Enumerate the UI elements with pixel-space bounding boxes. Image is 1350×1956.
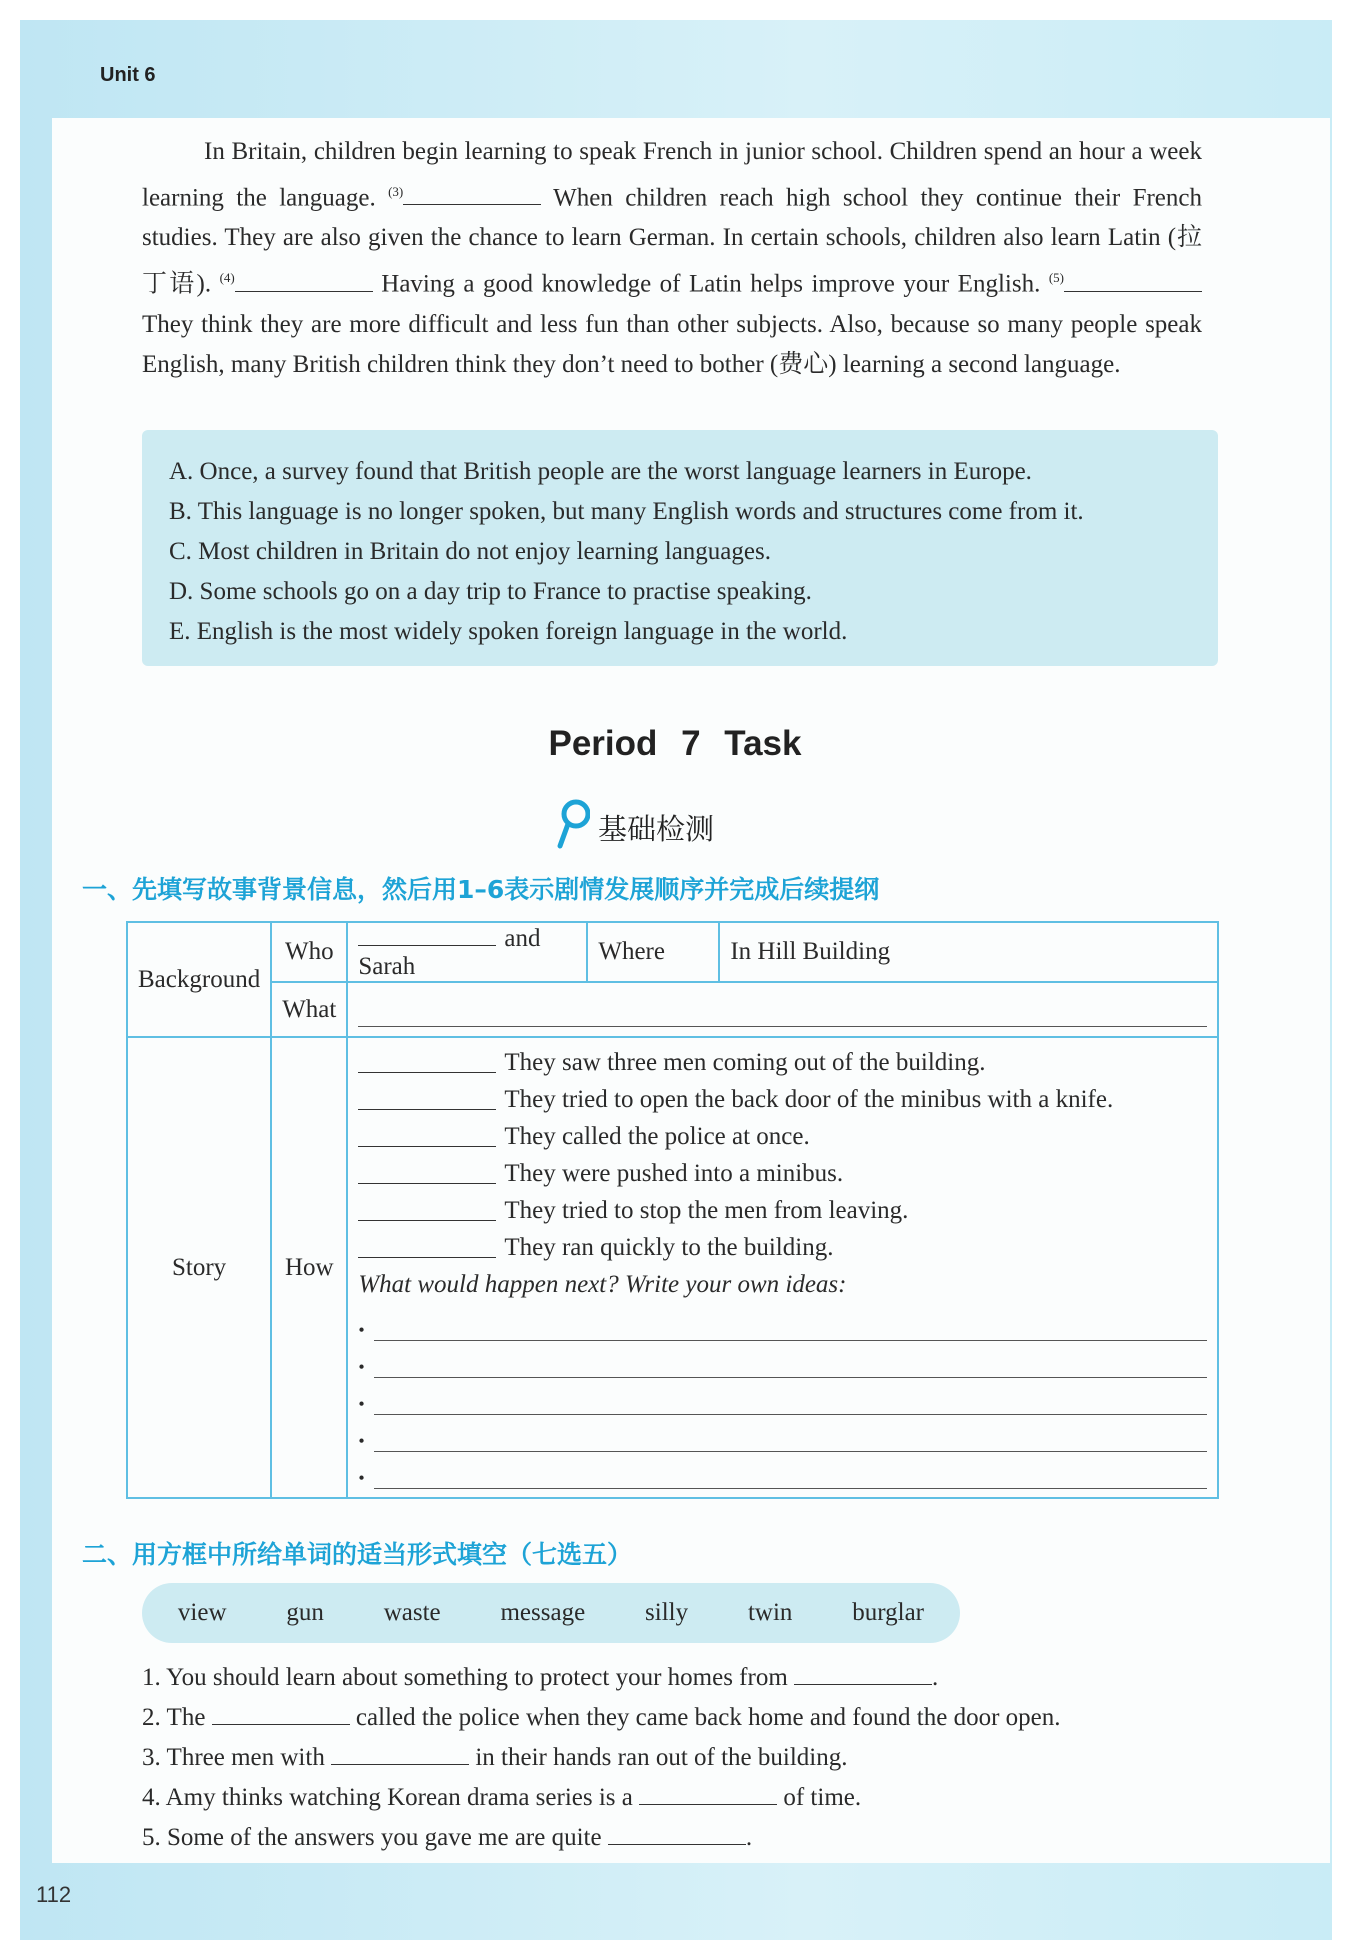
option-item: C. Most children in Britain do not enjoy learning languages.	[169, 538, 771, 565]
word-bank-item: gun	[286, 1599, 324, 1626]
what-label: What	[271, 982, 347, 1037]
idea-line[interactable]: •	[358, 1378, 1207, 1415]
answer-blank[interactable]	[403, 184, 541, 205]
event-text: They tried to stop the men from leaving.	[504, 1197, 909, 1224]
answer-blank[interactable]	[1064, 271, 1202, 292]
option-item: D. Some schools go on a day trip to France to practise speaking.	[169, 578, 812, 605]
where-value: In Hill Building	[719, 922, 1218, 982]
order-blank[interactable]	[358, 1192, 496, 1221]
answer-blank[interactable]	[235, 271, 373, 292]
unit-label: Unit 6	[100, 64, 156, 86]
who-suffix: and Sarah	[358, 925, 541, 980]
blank-number: (4)	[219, 270, 235, 286]
fill-in-sentences	[142, 1658, 1222, 1858]
sentence-item: 1. You should learn about something to protect your homes from .	[142, 1664, 939, 1691]
word-bank-item: waste	[383, 1599, 441, 1626]
sentence-item: 3. Three men with in their hands ran out of the building.	[142, 1744, 848, 1771]
word-bank-item: burglar	[852, 1599, 924, 1626]
story-outline	[347, 1037, 1218, 1498]
sentence-item: 5. Some of the answers you gave me are quite .	[142, 1824, 753, 1851]
event-text: They were pushed into a minibus.	[504, 1160, 844, 1187]
event-row	[358, 1044, 1207, 1081]
sentence-item: 2. The called the police when they came back home and found the door open.	[142, 1704, 1061, 1731]
passage-text: Having a good knowledge of Latin helps improve your English.	[372, 270, 1049, 298]
question-1-title: 一、先填写故事背景信息，然后用1–6表示剧情发展顺序并完成后续提纲	[82, 875, 880, 904]
event-text: They ran quickly to the building.	[504, 1234, 834, 1261]
word-bank-item: silly	[645, 1599, 689, 1626]
page-number: 112	[36, 1882, 72, 1907]
where-label: Where	[587, 922, 719, 982]
idea-line[interactable]: •	[358, 1304, 1207, 1341]
order-blank[interactable]	[358, 1229, 496, 1258]
event-text: They saw three men coming out of the building.	[504, 1049, 986, 1076]
option-item: B. This language is no longer spoken, but many English words and structures come from it.	[169, 498, 1084, 525]
option-item: A. Once, a survey found that British people are the worst language learners in Europe.	[169, 458, 1032, 485]
sentence-item: 4. Amy thinks watching Korean drama series is a of time.	[142, 1784, 862, 1811]
word-bank-item: view	[177, 1599, 227, 1626]
event-row	[358, 1155, 1207, 1192]
order-blank[interactable]	[358, 1155, 496, 1184]
magnifier-icon	[556, 798, 598, 857]
event-row	[358, 1229, 1207, 1266]
event-row	[358, 1118, 1207, 1155]
word-bank-item: twin	[747, 1599, 793, 1626]
passage-text: When children reach high school they continue their French studies. They are also given the chance to learn German. In certain schools, children also learn Latin (拉丁语).	[142, 184, 1203, 298]
passage-text: They think they are more difficult and less fun than other subjects. Also, because so many people speak English, many British children think they don’t need to bother (费心) learning a second language.	[142, 310, 1202, 378]
answer-blank[interactable]	[212, 1704, 350, 1725]
period-title: Period 7 Task	[548, 724, 802, 763]
idea-line[interactable]: •	[358, 1341, 1207, 1378]
story-table	[126, 921, 1219, 1499]
how-label: How	[271, 1037, 347, 1498]
question-2-title: 二、用方框中所给单词的适当形式填空（七选五）	[82, 1540, 633, 1569]
idea-line[interactable]: •	[358, 1452, 1207, 1489]
order-blank[interactable]	[358, 1081, 496, 1110]
event-text: They tried to open the back door of the minibus with a knife.	[504, 1086, 1114, 1113]
event-row	[358, 1081, 1207, 1118]
story-label: Story	[127, 1037, 271, 1498]
answer-blank[interactable]	[608, 1824, 746, 1845]
event-row	[358, 1192, 1207, 1229]
who-blank[interactable]	[358, 923, 496, 946]
blank-number: (3)	[388, 184, 404, 199]
order-blank[interactable]	[358, 1044, 496, 1073]
section-heading	[556, 798, 714, 857]
options-box	[142, 430, 1218, 666]
passage-text: In Britain, children begin learning to speak French in junior school. Children spend an hour a week learning the language.	[142, 138, 1202, 212]
word-bank	[142, 1583, 960, 1643]
background-label: Background	[127, 922, 271, 1037]
blank-number: (5)	[1048, 270, 1064, 286]
order-blank[interactable]	[358, 1118, 496, 1147]
who-label: Who	[271, 922, 347, 982]
writing-prompt: What would happen next? Write your own ideas:	[358, 1271, 847, 1298]
event-text: They called the police at once.	[504, 1123, 810, 1150]
section-heading-text: 基础检测	[598, 812, 715, 846]
option-item: E. English is the most widely spoken foreign language in the world.	[169, 618, 848, 645]
answer-blank[interactable]	[331, 1744, 469, 1765]
idea-line[interactable]: •	[358, 1415, 1207, 1452]
answer-blank[interactable]	[639, 1784, 777, 1805]
word-bank-item: message	[500, 1599, 586, 1626]
what-blank[interactable]	[358, 1004, 1207, 1027]
answer-blank[interactable]	[794, 1664, 932, 1685]
reading-passage	[142, 132, 1202, 385]
